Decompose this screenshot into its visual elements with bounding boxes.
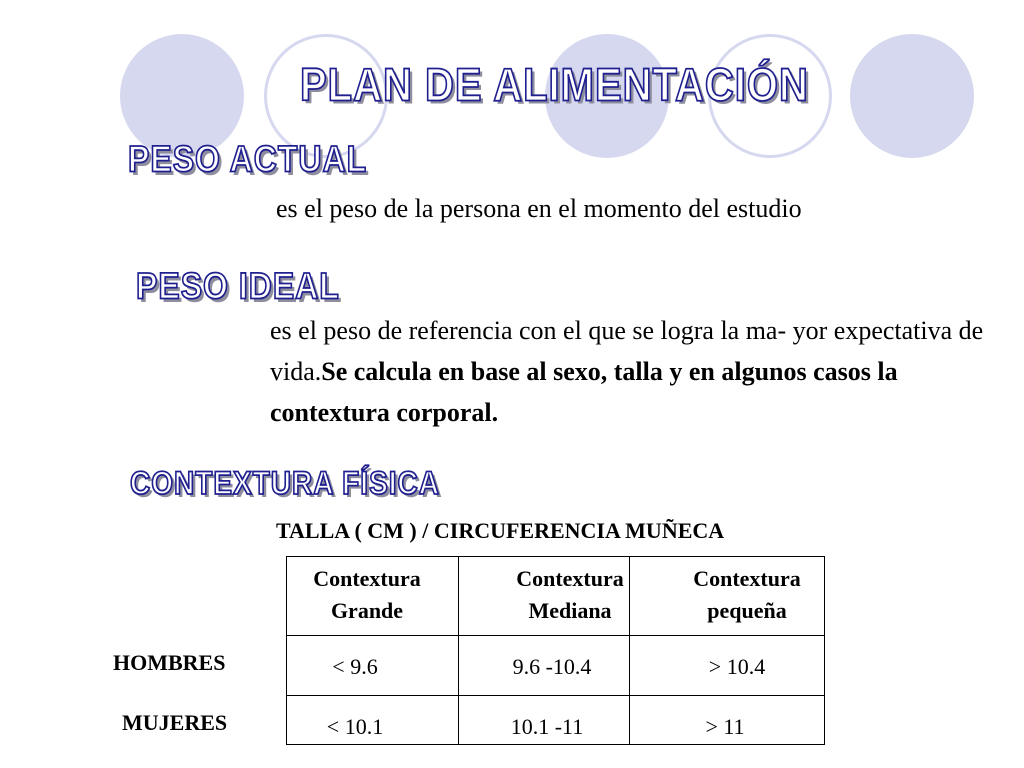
table-divider-col1	[458, 557, 459, 744]
cell-mujeres-mediana: 10.1 -11	[510, 714, 584, 739]
contextura-table	[286, 556, 825, 745]
peso-ideal-plain-text: es el peso de referencia con el que se logra la ma- yor expectativa de vida.	[270, 316, 984, 386]
header-line2: Grande	[330, 598, 404, 623]
header-line2: Mediana	[528, 598, 612, 623]
header-mediana	[482, 563, 658, 627]
contextura-heading: CONTEXTURA FÍSICA	[130, 465, 440, 501]
cell-mujeres-pequena: > 11	[705, 714, 745, 739]
header-pequena	[667, 563, 827, 627]
table-caption: TALLA ( CM ) / CIRCUFERENCIA MUÑECA	[276, 518, 725, 543]
row-label-mujeres: MUJERES	[122, 710, 228, 735]
header-grande	[287, 563, 447, 627]
peso-ideal-description	[270, 310, 990, 433]
cell-mujeres-grande: < 10.1	[326, 714, 384, 739]
main-title: PLAN DE ALIMENTACIÓN	[300, 60, 809, 111]
header-line1: Contextura	[516, 566, 624, 591]
peso-ideal-bold-text: Se calcula en base al sexo, talla y en algunos casos la contextura corporal.	[270, 357, 898, 427]
peso-actual-description: es el peso de la persona en el momento del estudio	[276, 194, 802, 223]
decor-circle-5	[850, 34, 974, 158]
header-line1: Contextura	[313, 566, 421, 591]
header-line2: pequeña	[707, 598, 787, 623]
table-divider-rows	[287, 695, 824, 696]
cell-hombres-pequena: > 10.4	[708, 654, 766, 679]
peso-actual-heading: PESO ACTUAL	[128, 138, 368, 180]
table-divider-header	[287, 635, 824, 636]
peso-ideal-heading: PESO IDEAL	[136, 265, 340, 307]
header-line1: Contextura	[693, 566, 801, 591]
cell-hombres-mediana: 9.6 -10.4	[512, 654, 592, 679]
cell-hombres-grande: < 9.6	[332, 654, 378, 679]
row-label-hombres: HOMBRES	[113, 650, 226, 675]
